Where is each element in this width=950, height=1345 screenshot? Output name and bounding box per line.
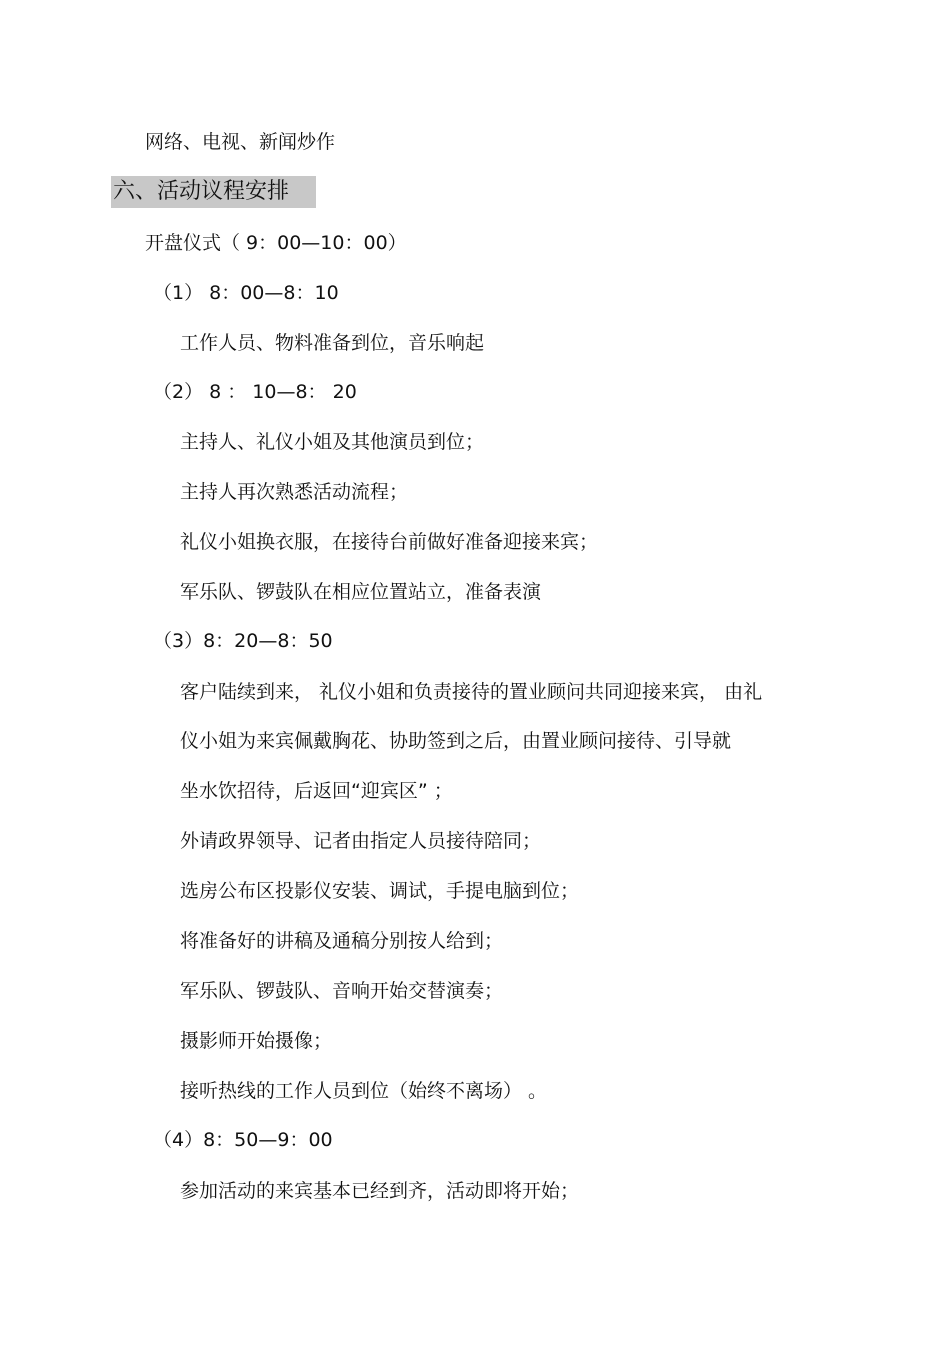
step-line: 接听热线的工作人员到位（始终不离场） 。 bbox=[180, 1080, 548, 1102]
step-line: 摄影师开始摄像； bbox=[180, 1030, 333, 1052]
step-time: （2） 8 ： 10—8： 20 bbox=[153, 381, 357, 403]
step-line: 军乐队、锣鼓队在相应位置站立，准备表演 bbox=[180, 581, 542, 603]
section-heading: 六、活动议程安排 bbox=[111, 176, 316, 208]
step-line: 坐水饮招待，后返回“迎宾区” ； bbox=[180, 780, 453, 802]
step-line: 参加活动的来宾基本已经到齐，活动即将开始； bbox=[180, 1180, 580, 1202]
ceremony-title: 开盘仪式（ 9：00—10：00） bbox=[145, 232, 407, 254]
step-line: 外请政界领导、记者由指定人员接待陪同； bbox=[180, 830, 542, 852]
step-time: （3）8：20—8：50 bbox=[153, 630, 333, 652]
step-time: （1） 8：00—8：10 bbox=[153, 282, 339, 304]
intro-line: 网络、电视、新闻炒作 bbox=[145, 131, 336, 153]
step-line: 主持人再次熟悉活动流程； bbox=[180, 481, 409, 503]
step-line: 仪小姐为来宾佩戴胸花、协助签到之后，由置业顾问接待、引导就 bbox=[180, 730, 732, 752]
step-line: 工作人员、物料准备到位，音乐响起 bbox=[180, 332, 485, 354]
step-line: 客户陆续到来， 礼仪小姐和负责接待的置业顾问共同迎接来宾， 由礼 bbox=[180, 681, 763, 703]
step-line: 主持人、礼仪小姐及其他演员到位； bbox=[180, 431, 485, 453]
step-line: 军乐队、锣鼓队、音响开始交替演奏； bbox=[180, 980, 504, 1002]
step-time: （4）8：50—9：00 bbox=[153, 1129, 333, 1151]
step-line: 礼仪小姐换衣服，在接待台前做好准备迎接来宾； bbox=[180, 531, 599, 553]
step-line: 选房公布区投影仪安装、调试，手提电脑到位； bbox=[180, 880, 580, 902]
step-line: 将准备好的讲稿及通稿分别按人给到； bbox=[180, 930, 504, 952]
